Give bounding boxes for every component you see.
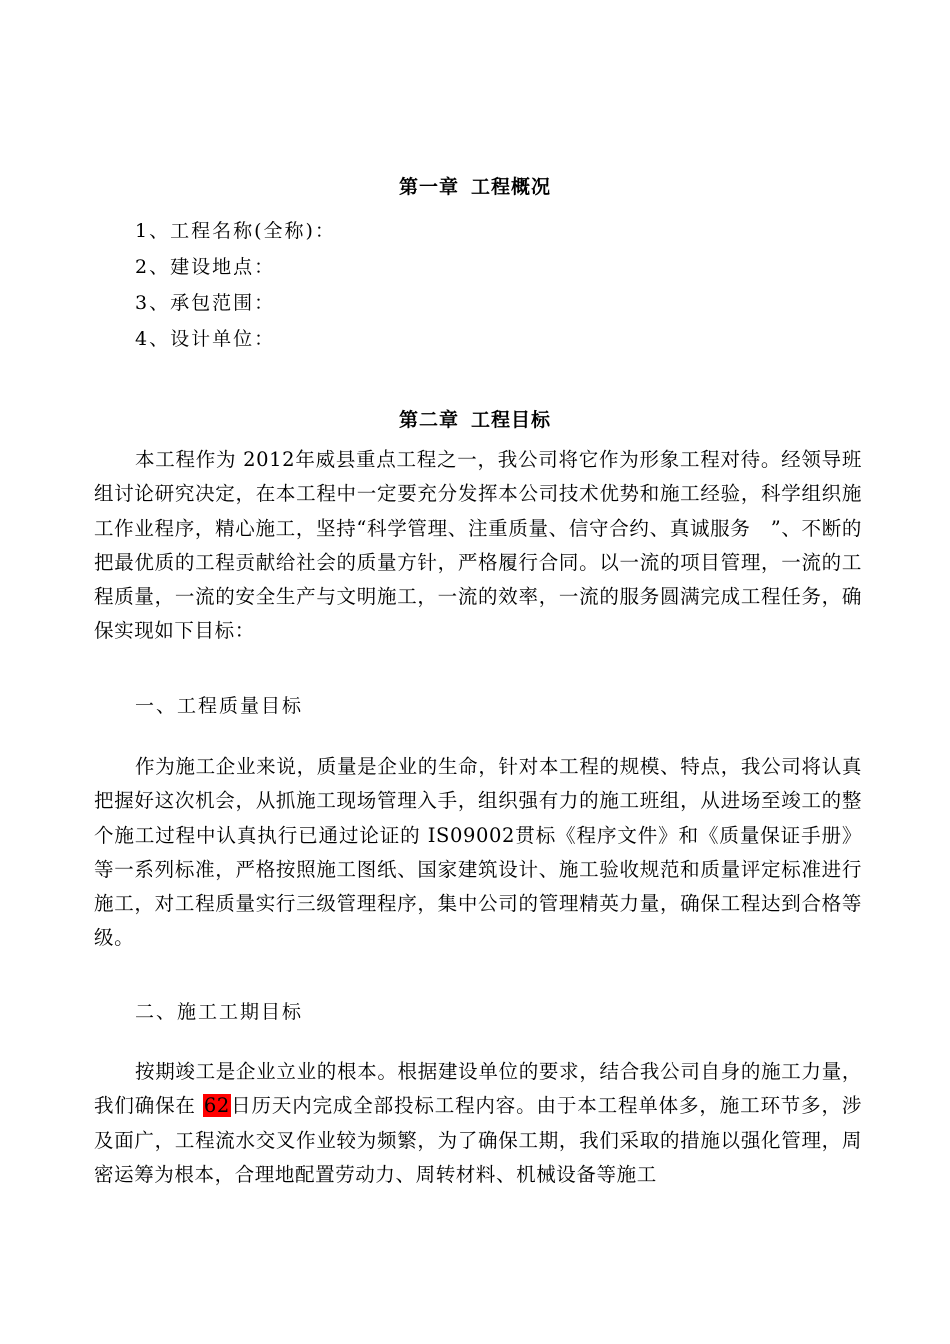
chapter2-heading xyxy=(0,405,950,432)
design-unit-line: 4、设计单位： xyxy=(135,328,276,350)
chapter1-title: 工程概况 xyxy=(471,176,552,198)
project-name-line: 1、工程名称(全称)： xyxy=(135,220,336,242)
quality-goal-paragraph: 作为施工企业来说，质量是企业的生命，针对本工程的规模、特点，我公司将认真把握好这次机会，从抓施工现场管理入手，组织强有力的施工班组，从进场至竣工的整个施工过程中认真执行已通过论证的 IS09002贯标《程序文件》和《质量保证手册》等一系列标准，严格按照施工图纸、国家建筑设计、施工验收规范和质量评定标准进行施工，对工程质量实行三级管理程序，集中公司的管理精英力量，确保工程达到合格等级。 xyxy=(94,755,862,950)
schedule-goal-heading: 二、施工工期目标 xyxy=(135,1001,304,1023)
chapter1-number: 第一章 xyxy=(398,176,459,198)
schedule-text-after: 日历天内完成全部投标工程内容。由于本工程单体多，施工环节多，涉及面广，工程流水交叉作业较为频繁，为了确保工期，我们采取的措施以强化管理，周密运筹为根本，合理地配置劳动力、周转材料、机械设备等施工 xyxy=(94,1094,862,1186)
chapter2-intro-paragraph: 本工程作为 2012年威县重点工程之一，我公司将它作为形象工程对待。经领导班组讨论研究决定，在本工程中一定要充分发挥本公司技术优势和施工经验，科学组织施工作业程序，精心施工，坚持“科学管理、注重质量、信守合约、真诚服务 ”、不断的把最优质的工程贡献给社会的质量方针，严格履行合同。以一流的项目管理，一流的工程质量，一流的安全生产与文明施工，一流的效率，一流的服务圆满完成工程任务，确保实现如下目标： xyxy=(94,448,862,643)
chapter2-title: 工程目标 xyxy=(471,409,552,431)
contract-scope-line: 3、承包范围： xyxy=(135,292,276,314)
highlighted-days: 62 xyxy=(203,1094,230,1118)
chapter2-number: 第二章 xyxy=(398,409,459,431)
quality-goal-heading: 一、工程质量目标 xyxy=(135,695,304,717)
schedule-text-before: 按期竣工是企业立业的根本。根据建设单位的要求，结合我公司自身的施工力量，我们确保在 xyxy=(94,1060,862,1118)
construction-site-line: 2、建设地点： xyxy=(135,256,276,278)
schedule-goal-paragraph xyxy=(94,1055,862,1192)
chapter1-heading xyxy=(0,172,950,199)
